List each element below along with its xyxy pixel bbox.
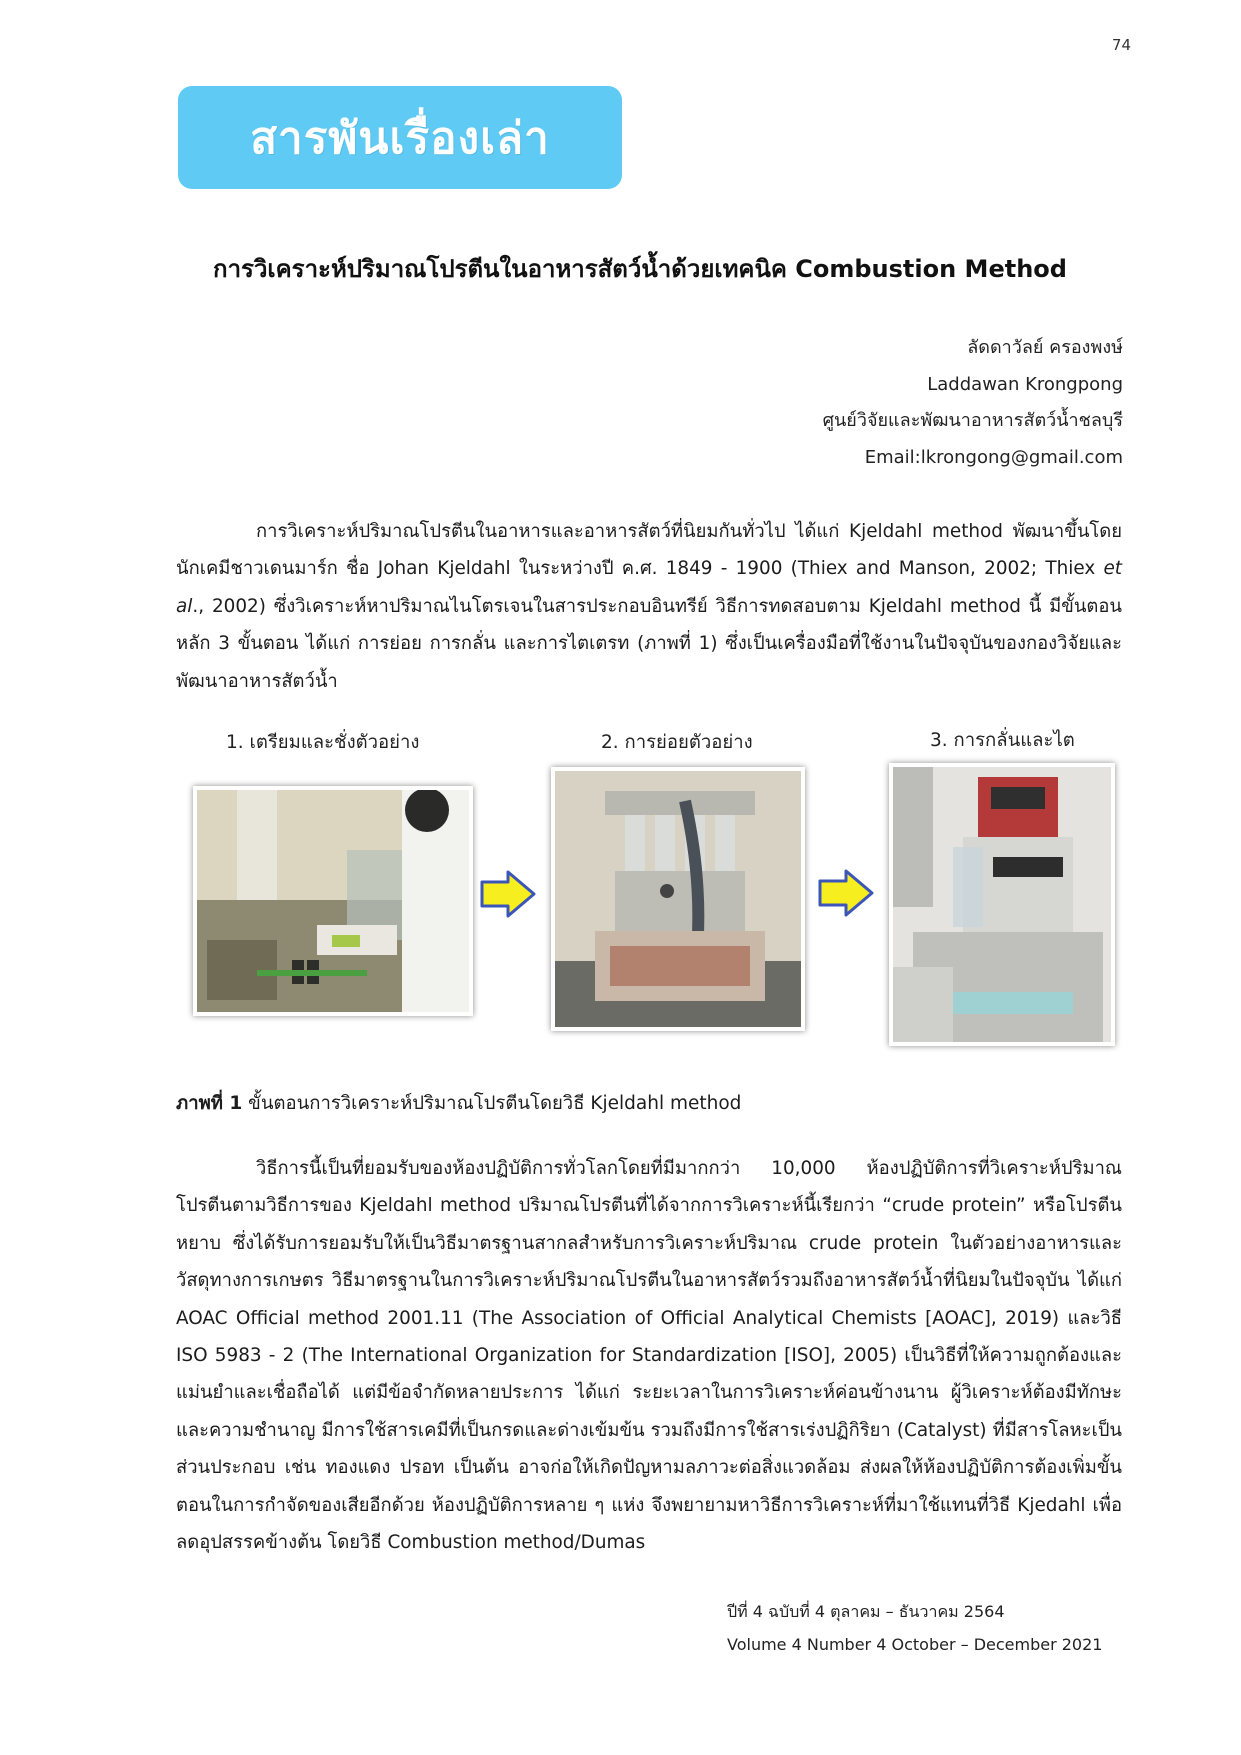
step-2-label: 2. การย่อยตัวอย่าง bbox=[601, 732, 753, 753]
footer-line-en: Volume 4 Number 4 October – December 2021 bbox=[727, 1635, 1103, 1654]
photo-distillation bbox=[889, 763, 1115, 1046]
arrow-right-icon bbox=[818, 869, 874, 917]
paragraph-1 bbox=[176, 513, 1122, 700]
figure-caption bbox=[176, 1089, 741, 1118]
section-banner bbox=[178, 86, 622, 189]
digestion-illustration bbox=[555, 771, 801, 1027]
author-name-en: Laddawan Krongpong bbox=[927, 373, 1123, 395]
paragraph-1-et-al: et al bbox=[176, 558, 1122, 617]
step-3-label: 3. การกลั่นและไต bbox=[930, 730, 1075, 751]
article-title: การวิเคราะห์ปริมาณโปรตีนในอาหารสัตว์น้ำด้วยเทคนิค Combustion Method bbox=[213, 255, 1067, 283]
photo-digestion bbox=[551, 767, 805, 1031]
paragraph-2-text: วิธีการนี้เป็นที่ยอมรับของห้องปฏิบัติการทั่วโลกโดยที่มีมากกว่า 10,000 ห้องปฏิบัติการที่วิเคราะห์ปริมาณโปรตีนตามวิธีการของ Kjeldahl method ปริมาณโปรตีนที่ได้จากการวิเคราะห์นี้เรียกว่า “crude protein” หรือโปรตีนหยาบ ซึ่งได้รับการยอมรับให้เป็นวิธีมาตรฐานสากลสำหรับการวิเคราะห์ปริมาณ crude protein ในตัวอย่างอาหารและวัสดุทางการเกษตร วิธีมาตรฐานในการวิเคราะห์ปริมาณโปรตีนในอาหารสัตว์รวมถึงอาหารสัตว์น้ำที่นิยมในปัจจุบัน ได้แก่ AOAC Official method 2001.11 (The Association of Official Analytical Chemists [AOAC], 2019) และวิธี ISO 5983 - 2 (The International Organization for Standardization [ISO], 2005) เป็นวิธีที่ให้ความถูกต้องและแม่นยำและเชื่อถือได้ แต่มีข้อจำกัดหลายประการ ได้แก่ ระยะเวลาในการวิเคราะห์ค่อนข้างนาน ผู้วิเคราะห์ต้องมีทักษะและความชำนาญ มีการใช้สารเคมีที่เป็นกรดและด่างเข้มข้น รวมถึงมีการใช้สารเร่งปฏิกิริยา (Catalyst) ที่มีสารโลหะเป็นส่วนประกอบ เช่น ทองแดง ปรอท เป็นต้น อาจก่อให้เกิดปัญหามลภาวะต่อสิ่งแวดล้อม ส่งผลให้ห้องปฏิบัติการต้องเพิ่มขั้นตอนในการกำจัดของเสียอีกด้วย ห้องปฏิบัติการหลาย ๆ แห่ง จึงพยายามหาวิธีการวิเคราะห์ที่มาใช้แทนที่วิธี Kjedahl เพื่อลดอุปสรรคข้างต้น โดยวิธี Combustion method/Dumas bbox=[176, 1158, 1122, 1554]
paragraph-1-part2: ., 2002) ซึ่งวิเคราะห์หาปริมาณไนโตรเจนในสารประกอบอินทรีย์ วิธีการทดสอบตาม Kjeldahl method นี้ มีขั้นตอนหลัก 3 ขั้นตอน ได้แก่ การย่อย การกลั่น และการไตเตรท (ภาพที่ 1) ซึ่งเป็นเครื่องมือที่ใช้งานในปัจจุบันของกองวิจัยและพัฒนาอาหารสัตว์น้ำ bbox=[176, 595, 1122, 692]
figure-caption-label: ภาพที่ 1 bbox=[176, 1093, 243, 1114]
author-name-th: ลัดดาวัลย์ ครองพงษ์ bbox=[967, 337, 1123, 358]
author-affiliation: ศูนย์วิจัยและพัฒนาอาหารสัตว์น้ำชลบุรี bbox=[822, 410, 1123, 431]
distillation-illustration bbox=[893, 767, 1111, 1042]
page-number: 74 bbox=[1111, 36, 1131, 54]
section-banner-label: สารพันเรื่องเล่า bbox=[250, 112, 550, 164]
photo-weighing-sample bbox=[193, 786, 473, 1016]
arrow-right-icon bbox=[480, 870, 536, 918]
footer bbox=[727, 1595, 1102, 1661]
weighing-sample-illustration bbox=[197, 790, 469, 1012]
paragraph-2 bbox=[176, 1150, 1122, 1561]
figure-caption-text: ขั้นตอนการวิเคราะห์ปริมาณโปรตีนโดยวิธี Kjeldahl method bbox=[242, 1093, 742, 1114]
author-email: Email:lkrongong@gmail.com bbox=[864, 446, 1123, 468]
footer-line-th: ปีที่ 4 ฉบับที่ 4 ตุลาคม – ธันวาคม 2564 bbox=[727, 1602, 1005, 1621]
author-block bbox=[823, 330, 1123, 476]
step-1-label: 1. เตรียมและชั่งตัวอย่าง bbox=[226, 732, 420, 753]
paragraph-1-part1: การวิเคราะห์ปริมาณโปรตีนในอาหารและอาหารสัตว์ที่นิยมกันทั่วไป ได้แก่ Kjeldahl method พัฒนาขึ้นโดยนักเคมีชาวเดนมาร์ก ชื่อ Johan Kjeldahl ในระหว่างปี ค.ศ. 1849 - 1900 (Thiex and Manson, 2002; Thiex bbox=[176, 521, 1122, 580]
